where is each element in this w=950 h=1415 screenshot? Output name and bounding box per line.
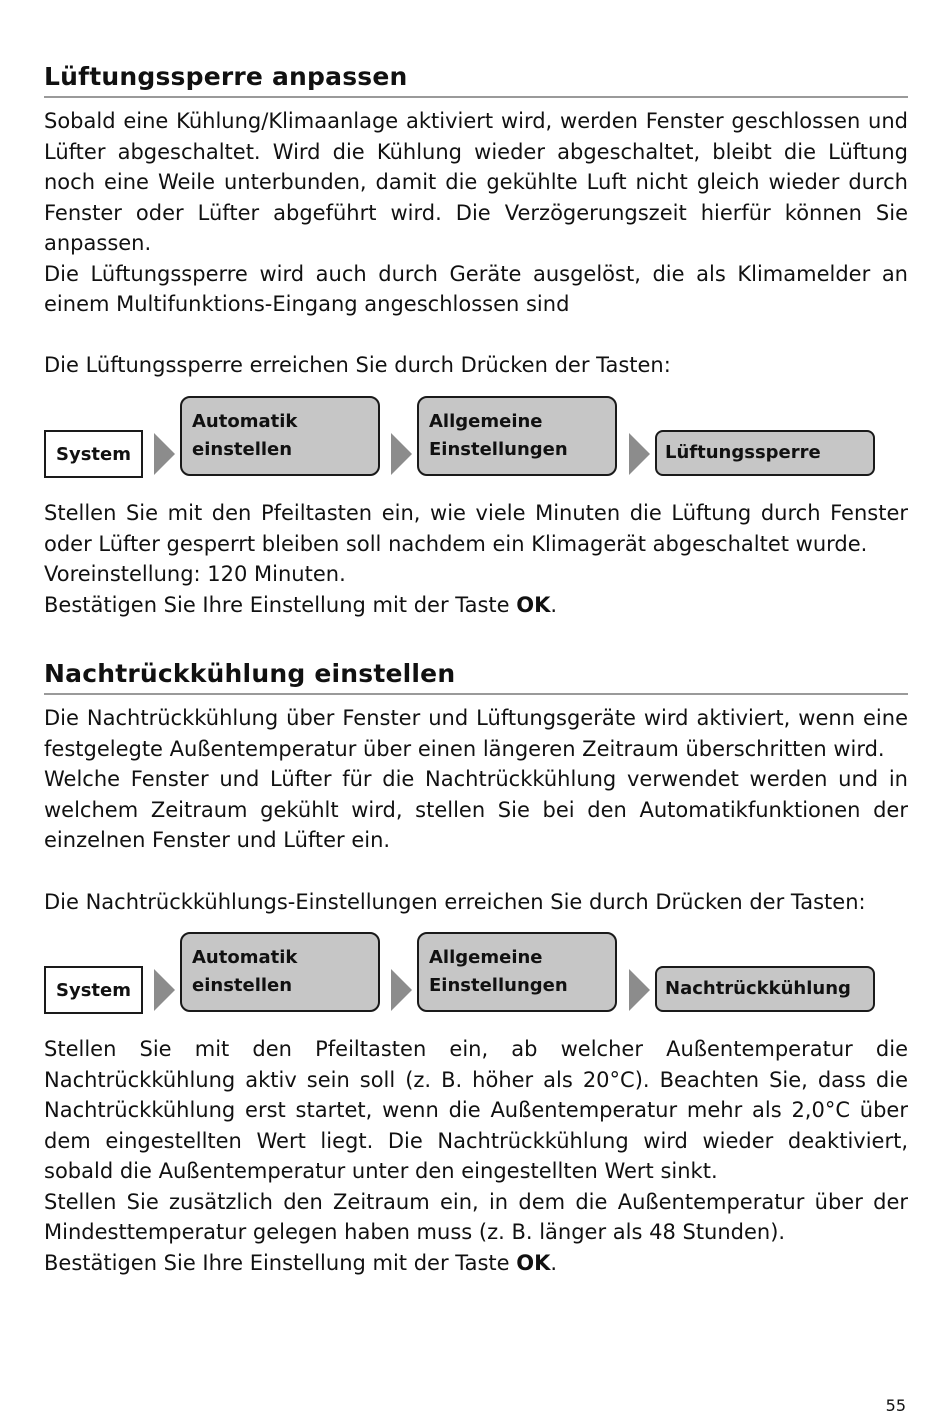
system-key bbox=[44, 966, 143, 1014]
confirm-period: . bbox=[550, 1250, 558, 1275]
ok-key-label: OK bbox=[516, 1250, 551, 1275]
allgemeine-key-label-line1: Allgemeine bbox=[429, 411, 543, 432]
section1-after-paragraph1: Stellen Sie mit den Pfeiltasten ein, wie viele Minuten die Lüftung durch Fenster oder Lüfter gesperrt bleiben soll nachdem ein Klimagerät abgeschaltet wurde. bbox=[44, 501, 908, 556]
allgemeine-key-label-line1: Allgemeine bbox=[429, 947, 543, 968]
allgemeine-key-label-line2: Einstellungen bbox=[429, 439, 568, 460]
system-key-label: System bbox=[56, 444, 131, 465]
lueftungssperre-key bbox=[655, 430, 875, 476]
section1-paragraph1: Sobald eine Kühlung/Klimaanlage aktiviert wird, werden Fenster geschlossen und Lüfter abgeschaltet. Wird die Kühlung wieder abgeschaltet, bleibt die Lüftung noch eine Weile unterbunden, damit die gekühlte Luft nicht gleich wieder durch Fenster oder Lüfter abgeführt wird. Die Verzögerungszeit hierfür können Sie anpassen. bbox=[44, 109, 908, 255]
section1-nav-intro-text: Die Lüftungssperre erreichen Sie durch Drücken der Tasten: bbox=[44, 353, 671, 377]
section2-confirm bbox=[44, 1248, 908, 1279]
section1-key-sequence bbox=[44, 396, 908, 478]
arrow-right-icon bbox=[391, 433, 412, 475]
section1-confirm bbox=[44, 590, 908, 621]
allgemeine-einstellungen-key bbox=[417, 396, 617, 476]
system-key bbox=[44, 430, 143, 478]
ok-key-label: OK bbox=[516, 592, 551, 617]
section-title-nachtrueckkuehlung: Nachtrückkühlung einstellen bbox=[44, 659, 908, 695]
section2-paragraph2: Welche Fenster und Lüfter für die Nachtrückkühlung verwendet werden und in welchem Zeitraum gekühlt wird, stellen Sie bei den Automatikfunktionen der einzelnen Fenster und Lüfter ein. bbox=[44, 767, 908, 852]
arrow-right-icon bbox=[154, 433, 175, 475]
automatik-key-label-line2: einstellen bbox=[192, 439, 293, 460]
automatik-key-label-line2: einstellen bbox=[192, 975, 293, 996]
section-title-lueftungssperre: Lüftungssperre anpassen bbox=[44, 62, 908, 98]
section2-nav-intro-text: Die Nachtrückkühlungs-Einstellungen erreichen Sie durch Drücken der Tasten: bbox=[44, 890, 866, 914]
arrow-right-icon bbox=[629, 969, 650, 1011]
section2-after-paragraph2: Stellen Sie zusätzlich den Zeitraum ein, in dem die Außentemperatur über der Mindesttemperatur gelegen haben muss (z. B. länger als 48 Stunden). bbox=[44, 1189, 908, 1244]
system-key-label: System bbox=[56, 980, 131, 1001]
confirm-period: . bbox=[550, 592, 558, 617]
nachtrueckkuehlung-key bbox=[655, 966, 875, 1012]
section2-body bbox=[44, 703, 908, 856]
section1-paragraph2: Die Lüftungssperre wird auch durch Geräte ausgelöst, die als Klimamelder an einem Multifunktions-Eingang angeschlossen sind bbox=[44, 261, 908, 316]
arrow-right-icon bbox=[154, 969, 175, 1011]
section1-instructions bbox=[44, 498, 908, 620]
section1-nav-intro bbox=[44, 350, 908, 381]
section2-key-sequence bbox=[44, 932, 908, 1014]
automatik-key-label-line1: Automatik bbox=[192, 411, 298, 432]
section2-instructions bbox=[44, 1034, 908, 1278]
automatik-key-label-line1: Automatik bbox=[192, 947, 298, 968]
section1-body bbox=[44, 106, 908, 320]
automatik-einstellen-key bbox=[180, 932, 380, 1012]
allgemeine-key-label-line2: Einstellungen bbox=[429, 975, 568, 996]
lueftungssperre-key-label: Lüftungssperre bbox=[665, 442, 821, 463]
arrow-right-icon bbox=[391, 969, 412, 1011]
nachtrueckkuehlung-key-label: Nachtrückkühlung bbox=[665, 978, 851, 999]
arrow-right-icon bbox=[629, 433, 650, 475]
confirm-text: Bestätigen Sie Ihre Einstellung mit der Taste bbox=[44, 592, 517, 617]
section2-nav-intro bbox=[44, 887, 908, 918]
automatik-einstellen-key bbox=[180, 396, 380, 476]
section1-default-value: Voreinstellung: 120 Minuten. bbox=[44, 562, 346, 586]
confirm-text: Bestätigen Sie Ihre Einstellung mit der Taste bbox=[44, 1250, 517, 1275]
section2-after-paragraph1: Stellen Sie mit den Pfeiltasten ein, ab welcher Außentemperatur die Nachtrückkühlung aktiv sein soll (z. B. höher als 20°C). Beachten Sie, dass die Nachtrückkühlung erst startet, wenn die Außentemperatur mehr als 2,0°C über dem eingestellten Wert liegt. Die Nachtrückkühlung wird wieder deaktiviert, sobald die Außentemperatur unter den eingestellten Wert sinkt. bbox=[44, 1037, 908, 1183]
allgemeine-einstellungen-key bbox=[417, 932, 617, 1012]
section2-paragraph1: Die Nachtrückkühlung über Fenster und Lüftungsgeräte wird aktiviert, wenn eine festgelegte Außentemperatur über einen längeren Zeitraum überschritten wird. bbox=[44, 706, 908, 761]
page-number: 55 bbox=[885, 1396, 906, 1415]
